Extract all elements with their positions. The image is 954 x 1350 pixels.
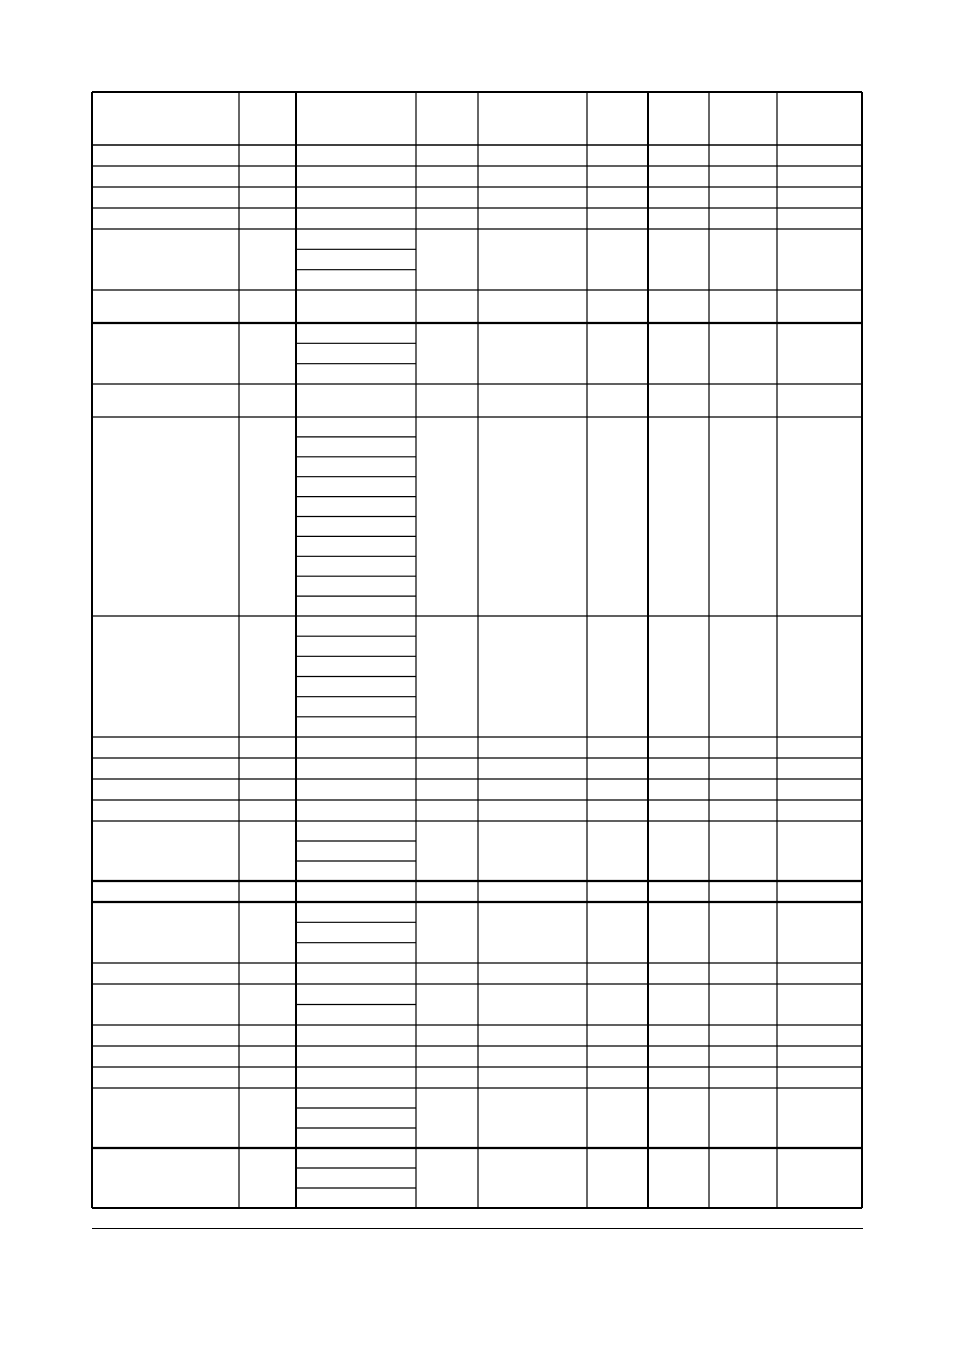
footer-rule	[92, 1228, 863, 1229]
